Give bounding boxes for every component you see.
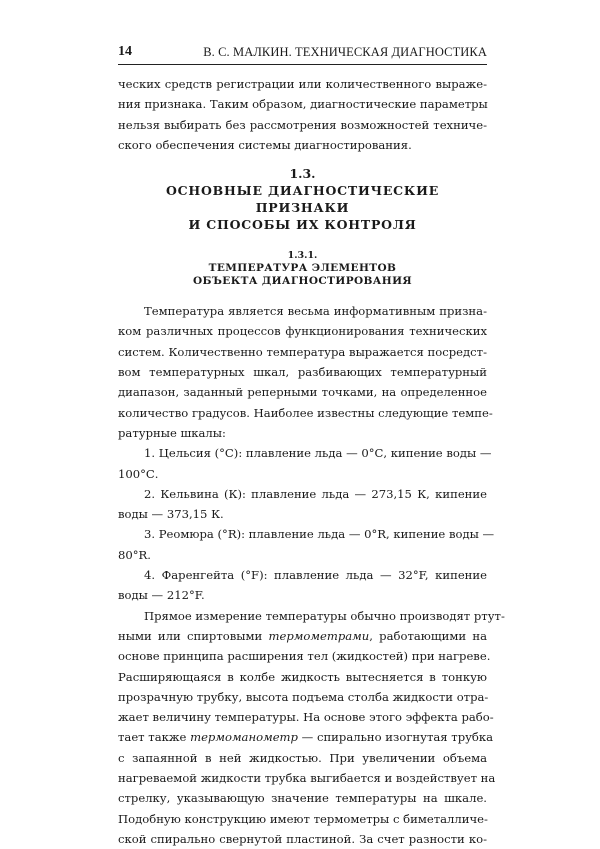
text-line: воды — 373,15 К.: [118, 507, 224, 522]
text-line: систем. Количественно температура выражается посредст-: [118, 344, 487, 359]
text-line: количество градусов. Наиболее известны следующие темпе-: [118, 405, 493, 420]
text-line: прозрачную трубку, высота подъема столба жидкости отра-: [118, 689, 489, 704]
temperature-paragraph: [118, 301, 493, 443]
text-line: с запаянной в ней жидкостью. При увеличении объема: [118, 750, 487, 765]
text-line: [118, 727, 494, 747]
text-line: 3. Реомюра (°R): плавление льда — 0°R, кипение воды —: [144, 527, 495, 542]
section-title-line2: И СПОСОБЫ ИХ КОНТРОЛЯ: [188, 217, 417, 233]
text-line: воды — 212°F.: [118, 588, 205, 603]
text-line: основе принципа расширения тел (жидкостей) при нагреве.: [118, 649, 491, 664]
text-line: 1. Цельсия (°С): плавление льда — 0°С, кипение воды —: [144, 446, 492, 461]
text-line: 100°С.: [118, 466, 159, 481]
scale-item-celsius: [118, 443, 492, 484]
text-line: вом температурных шкал, разбивающих температурный: [118, 365, 487, 380]
section-title-line1: ОСНОВНЫЕ ДИАГНОСТИЧЕСКИЕ ПРИЗНАКИ: [165, 183, 440, 216]
text-line: ратурные шкалы:: [118, 425, 226, 440]
text-line: нагреваемой жидкости трубка выгибается и воздействует на: [118, 771, 496, 786]
text-line: Расширяющаяся в колбе жидкость вытесняется в тонкую: [118, 669, 487, 684]
text-fragment: ными или спиртовыми: [118, 628, 269, 643]
running-title: В. С. МАЛКИН. ТЕХНИЧЕСКАЯ ДИАГНОСТИКА: [203, 45, 487, 59]
text-line: нельзя выбирать без рассмотрения возможностей техниче-: [118, 117, 487, 132]
text-line: Температура является весьма информативным призна-: [144, 304, 487, 319]
term-thermometers: термометрами: [268, 628, 370, 643]
text-line: стрелку, указывающую значение температуры на шкале.: [118, 791, 487, 806]
thermometer-paragraph: [118, 606, 505, 849]
term-thermomanometer: термоманометр: [190, 730, 298, 745]
text-line: 4. Фаренгейта (°F): плавление льда — 32°F, кипение: [144, 568, 487, 583]
text-line: ния признака. Таким образом, диагностические параметры: [118, 97, 488, 112]
page-header: [118, 40, 487, 65]
subsection-number: 1.3.1.: [287, 250, 318, 262]
text-line: ского обеспечения системы диагностирования.: [118, 137, 412, 152]
scale-item-kelvin: [118, 484, 487, 525]
text-line: Подобную конструкцию имеют термометры с биметалличе-: [118, 811, 488, 826]
text-fragment: — спирально изогнутая трубка: [297, 730, 494, 745]
subsection-title-line2: ОБЪЕКТА ДИАГНОСТИРОВАНИЯ: [192, 275, 413, 288]
text-fragment: , работающими на: [369, 628, 487, 643]
text-line: [118, 626, 487, 646]
text-line: ком различных процессов функционирования технических: [118, 324, 487, 339]
text-fragment: тает также: [118, 730, 191, 745]
page-body: [118, 74, 505, 849]
page-number: 14: [118, 44, 132, 59]
text-line: Прямое измерение температуры обычно производят ртут-: [144, 608, 505, 623]
text-line: жает величину температуры. На основе этого эффекта рабо-: [118, 710, 494, 725]
scale-item-fahrenheit: [118, 565, 487, 606]
text-line: 2. Кельвина (К): плавление льда — 273,15 К, кипение: [144, 486, 487, 501]
text-line: ской спирально свернутой пластиной. За счет разности ко-: [118, 831, 487, 846]
text-line: ческих средств регистрации или количественного выраже-: [118, 77, 487, 91]
section-number: 1.3.: [289, 166, 316, 182]
text-line: 80°R.: [118, 547, 151, 562]
scale-item-reaumur: [118, 524, 495, 565]
subsection-title-line1: ТЕМПЕРАТУРА ЭЛЕМЕНТОВ: [208, 262, 397, 275]
text-line: диапазон, заданный реперными точками, на определенное: [118, 385, 487, 400]
intro-paragraph: [118, 74, 487, 155]
